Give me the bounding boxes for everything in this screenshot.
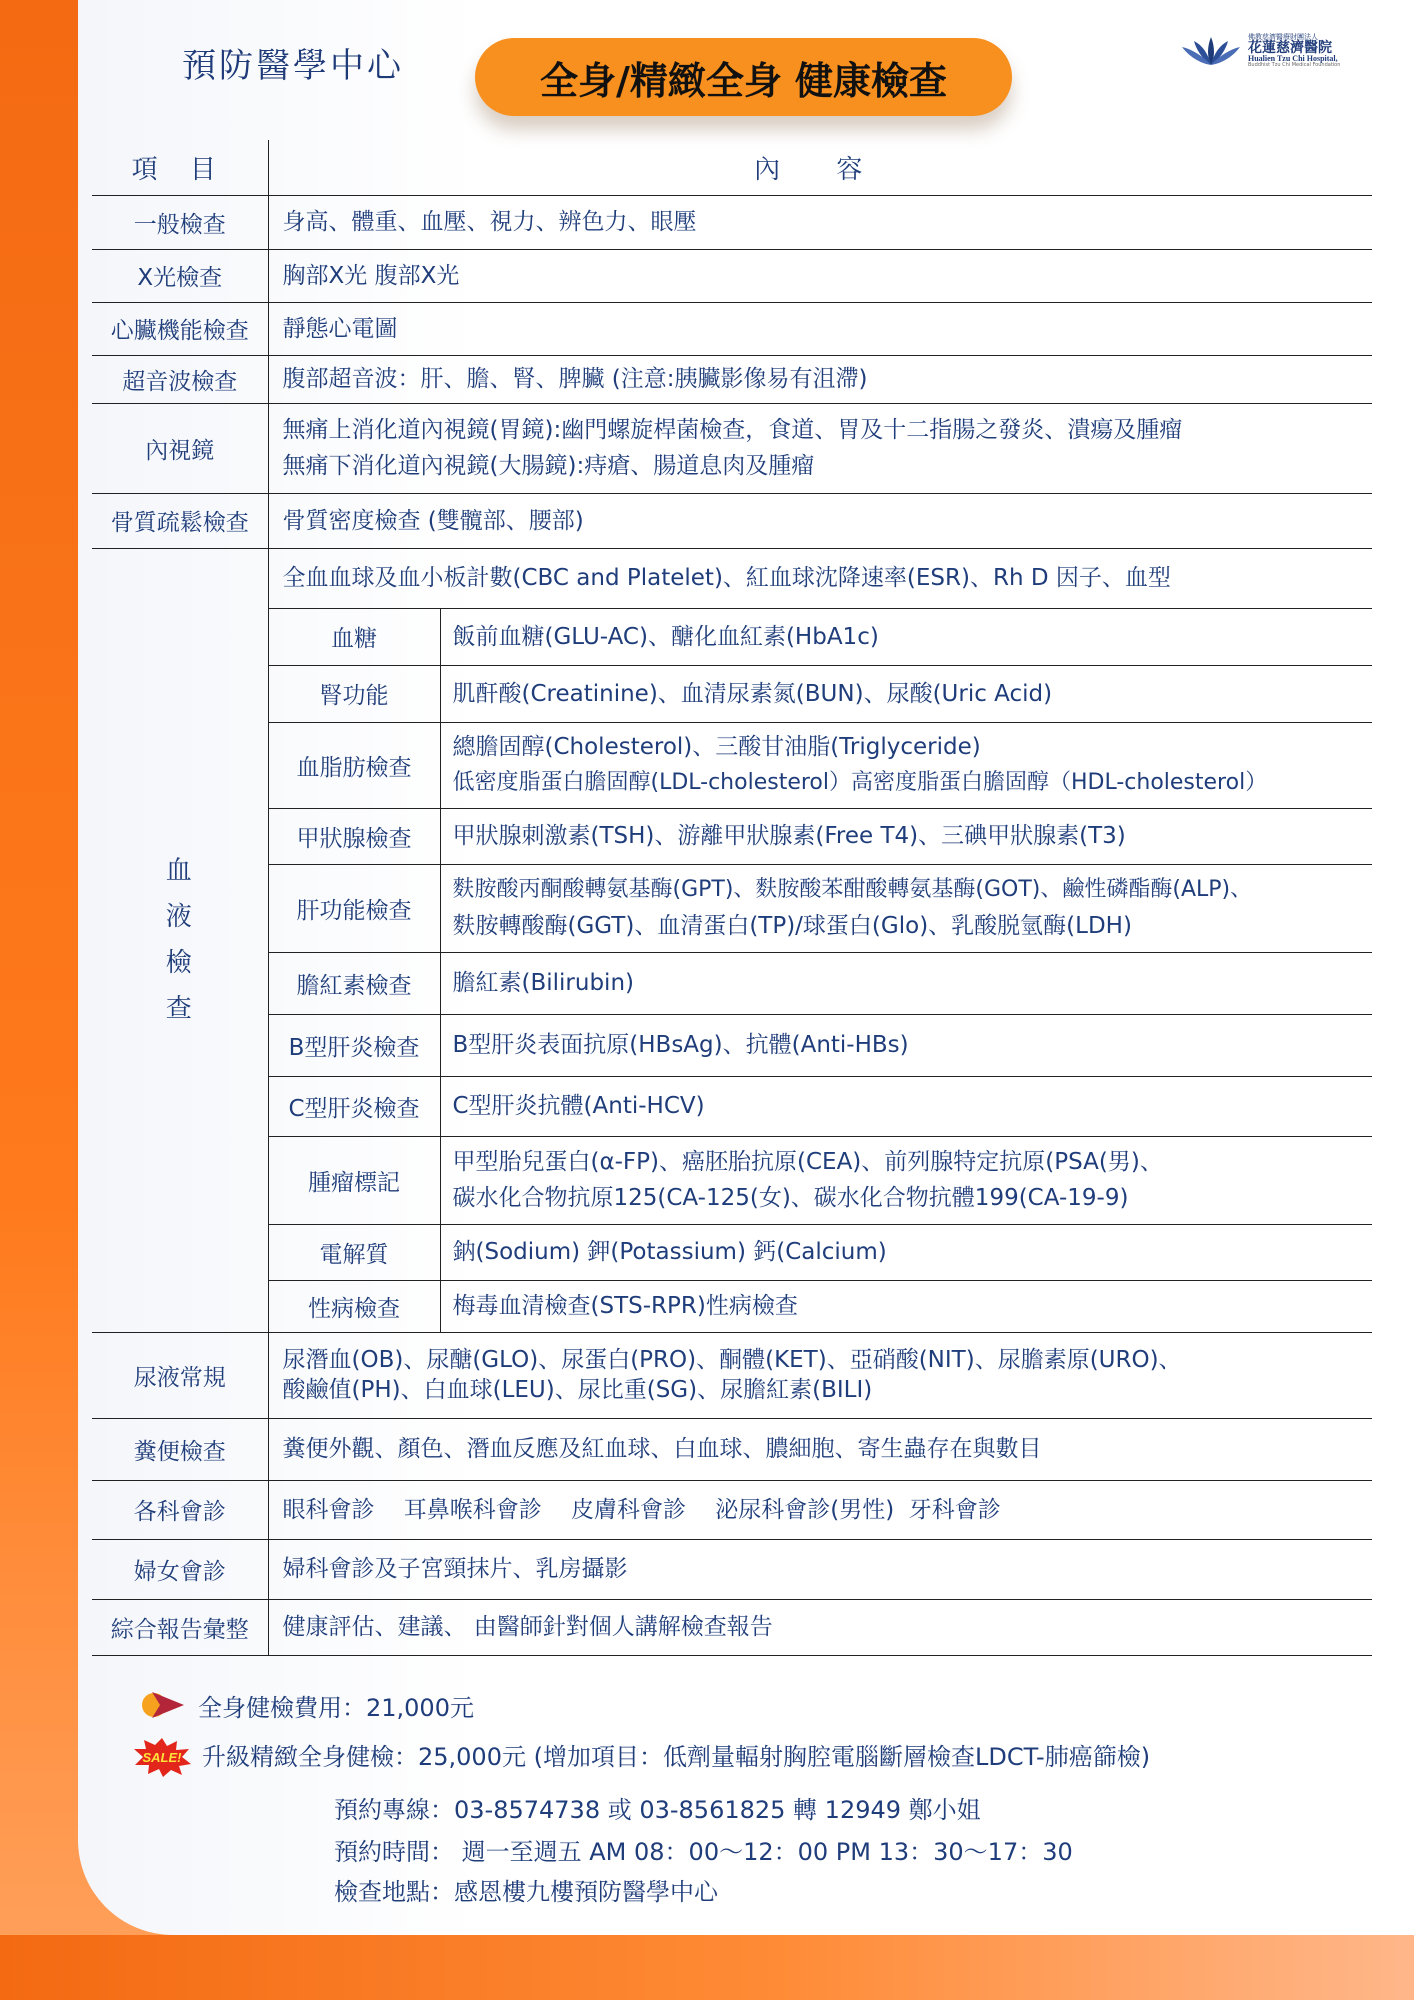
table-row [92, 1076, 1372, 1136]
sub-label: 電解質 [268, 1224, 440, 1280]
content-line: 總膽固醇(Cholesterol)、三酸甘油脂(Triglyceride) [452, 734, 981, 760]
content-line: 碳水化合物抗原125(CA-125(女)、碳水化合物抗體199(CA-19-9) [452, 1185, 1129, 1211]
logo-english-name: Hualien Tzu Chi Hospital, [1248, 54, 1338, 63]
logo-foundation: 佛教慈濟醫療財團法人 [1248, 33, 1318, 41]
row-label: 一般檢查 [92, 195, 268, 249]
blood-label-char: 檢 [165, 948, 194, 978]
table-row [92, 1136, 1372, 1224]
sub-label: 膽紅素檢查 [268, 952, 440, 1014]
table-row [92, 195, 1372, 249]
row-label: 心臟機能檢查 [92, 302, 268, 355]
logo-hospital-name: 花蓮慈濟醫院 [1248, 40, 1332, 56]
table-row [92, 864, 1372, 952]
sub-content [440, 1136, 1372, 1224]
col-content-header: 內 容 [268, 140, 1372, 195]
table-row [92, 808, 1372, 864]
sub-content: 梅毒血清檢查(STS-RPR)性病檢查 [440, 1280, 1372, 1332]
row-content [268, 403, 1372, 493]
sale-badge-text: SALE! [142, 1750, 182, 1765]
row-label: 尿液常規 [92, 1332, 268, 1418]
sub-label: 腫瘤標記 [268, 1136, 440, 1224]
row-content: 糞便外觀、顏色、潛血反應及紅血球、白血球、膿細胞、寄生蟲存在與數目 [268, 1418, 1372, 1480]
row-content [268, 1332, 1372, 1418]
sub-content: 鈉(Sodium) 鉀(Potassium) 鈣(Calcium) [440, 1224, 1372, 1280]
sub-content [440, 864, 1372, 952]
sub-label: 血脂肪檢查 [268, 722, 440, 808]
center-name: 預防醫學中心 [182, 46, 404, 86]
content-line: 麩胺轉酸酶(GGT)、血清蛋白(TP)/球蛋白(Glo)、乳酸脱氫酶(LDH) [452, 913, 1132, 939]
row-content: 婦科會診及子宮頸抹片、乳房攝影 [268, 1539, 1372, 1599]
row-label: 超音波檢查 [92, 355, 268, 403]
table-row [92, 1539, 1372, 1599]
table-row [92, 1418, 1372, 1480]
blood-label-char: 液 [165, 902, 194, 932]
sub-label: C型肝炎檢查 [268, 1076, 440, 1136]
row-label: 婦女會診 [92, 1539, 268, 1599]
row-content: 靜態心電圖 [268, 302, 1372, 355]
contact-hours: 預約時間： 週一至週五 AM 08：00～12：00 PM 13：30～17：30 [334, 1838, 1073, 1866]
blood-label-char: 查 [165, 994, 194, 1024]
basic-fee: 全身健檢費用：21,000元 [198, 1694, 474, 1722]
table-row [92, 493, 1372, 548]
blood-general-content: 全血血球及血小板計數(CBC and Platelet)、紅血球沈降速率(ESR)、Rh D 因子、血型 [268, 548, 1372, 608]
sub-label: B型肝炎檢查 [268, 1014, 440, 1076]
blood-test-label [92, 548, 268, 1332]
table-row [92, 722, 1372, 808]
checkup-table [92, 140, 1372, 1656]
logo-english-foundation: Buddhist Tzu Chi Medical Foundation [1248, 62, 1341, 68]
table-row [92, 1014, 1372, 1076]
row-label: 骨質疏鬆檢查 [92, 493, 268, 548]
table-row [92, 1480, 1372, 1539]
sub-label: 血糖 [268, 608, 440, 665]
table-row [92, 1280, 1372, 1332]
sub-content: 膽紅素(Bilirubin) [440, 952, 1372, 1014]
row-content: 身高、體重、血壓、視力、辨色力、眼壓 [268, 195, 1372, 249]
contact-location: 檢查地點：感恩樓九樓預防醫學中心 [334, 1878, 718, 1906]
sub-content: 飯前血糖(GLU-AC)、醣化血紅素(HbA1c) [440, 608, 1372, 665]
orange-bottom-strip [0, 1935, 1414, 2000]
sub-content: B型肝炎表面抗原(HBsAg)、抗體(Anti-HBs) [440, 1014, 1372, 1076]
col-item-header: 項 目 [92, 140, 268, 195]
table-header-row [92, 140, 1372, 195]
contact-phone: 預約專線：03-8574738 或 03-8561825 轉 12949 鄭小姐 [334, 1796, 981, 1824]
sub-content [440, 722, 1372, 808]
row-label: 綜合報告彙整 [92, 1599, 268, 1655]
content-line: 甲型胎兒蛋白(α-FP)、癌胚胎抗原(CEA)、前列腺特定抗原(PSA(男)、 [452, 1149, 1163, 1175]
row-content: 胸部X光 腹部X光 [268, 249, 1372, 302]
page-title: 全身/精緻全身 健康檢查 [475, 38, 1012, 116]
table-row [92, 403, 1372, 493]
content-line: 麩胺酸丙酮酸轉氨基酶(GPT)、麩胺酸苯酣酸轉氨基酶(GOT)、鹼性磷酯酶(ALP)、 [452, 877, 1253, 902]
hospital-logo [1180, 28, 1380, 74]
sub-label: 性病檢查 [268, 1280, 440, 1332]
row-content: 眼科會診 耳鼻喉科會診 皮膚科會診 泌尿科會診(男性) 牙科會診 [268, 1480, 1372, 1539]
row-content: 骨質密度檢查 (雙髖部、腰部) [268, 493, 1372, 548]
table-row [92, 355, 1372, 403]
table-row [92, 952, 1372, 1014]
content-line: 無痛下消化道內視鏡(大腸鏡):痔瘡、腸道息肉及腫瘤 [282, 453, 815, 479]
sub-label: 腎功能 [268, 665, 440, 722]
table-row [92, 608, 1372, 665]
table-row [92, 548, 1372, 608]
content-line: 低密度脂蛋白膽固醇(LDL-cholesterol）高密度脂蛋白膽固醇（HDL-cholesterol） [452, 770, 1268, 795]
row-content: 腹部超音波：肝、膽、腎、脾臟 (注意:胰臟影像易有沮滯) [268, 355, 1372, 403]
content-line: 尿潛血(OB)、尿醣(GLO)、尿蛋白(PRO)、酮體(KET)、亞硝酸(NIT)、尿膽素原(URO)、 [282, 1347, 1182, 1373]
sub-content: 肌酐酸(Creatinine)、血清尿素氮(BUN)、尿酸(Uric Acid) [440, 665, 1372, 722]
row-content: 健康評估、建議、 由醫師針對個人講解檢查報告 [268, 1599, 1372, 1655]
row-label: X光檢查 [92, 249, 268, 302]
row-label: 糞便檢查 [92, 1418, 268, 1480]
sub-label: 肝功能檢查 [268, 864, 440, 952]
content-line: 酸鹼值(PH)、白血球(LEU)、尿比重(SG)、尿膽紅素(BILI) [282, 1377, 873, 1403]
table-row [92, 302, 1372, 355]
table-row [92, 1224, 1372, 1280]
sub-content: 甲狀腺刺激素(TSH)、游離甲狀腺素(Free T4)、三碘甲狀腺素(T3) [440, 808, 1372, 864]
table-row [92, 1332, 1372, 1418]
premium-fee: 升級精緻全身健檢：25,000元 (增加項目：低劑量輻射胸腔電腦斷層檢查LDCT-肺癌篩檢) [202, 1743, 1151, 1771]
sale-badge-icon [132, 1737, 192, 1777]
arrow-bullet-icon [140, 1689, 186, 1721]
table-row [92, 1599, 1372, 1655]
sub-content: C型肝炎抗體(Anti-HCV) [440, 1076, 1372, 1136]
row-label: 內視鏡 [92, 403, 268, 493]
lotus-logo-icon [1180, 33, 1242, 69]
table-row [92, 665, 1372, 722]
sub-label: 甲狀腺檢查 [268, 808, 440, 864]
table-row [92, 249, 1372, 302]
content-line: 無痛上消化道內視鏡(胃鏡):幽門螺旋桿菌檢查，食道、胃及十二指腸之發炎、潰瘍及腫瘤 [282, 417, 1183, 443]
blood-label-char: 血 [165, 856, 194, 886]
row-label: 各科會診 [92, 1480, 268, 1539]
